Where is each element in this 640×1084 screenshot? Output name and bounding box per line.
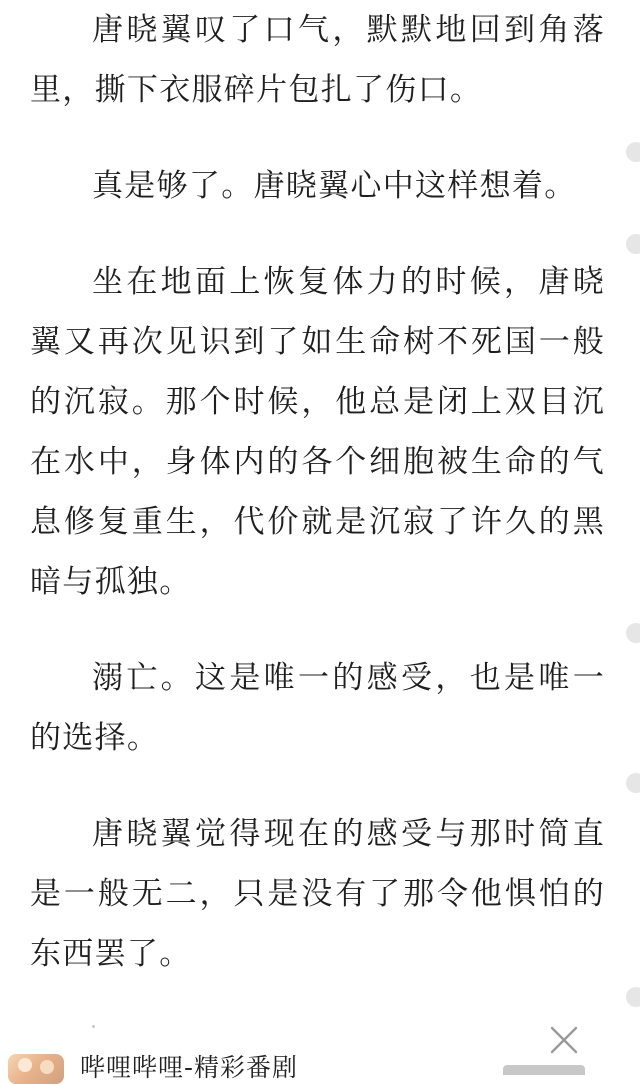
article-paragraph: 唐晓翼觉得现在的感受与那时简直是一般无二，只是没有了那令他惧怕的东西罢了。 bbox=[30, 816, 605, 972]
close-icon[interactable] bbox=[547, 1023, 581, 1057]
edge-dot bbox=[626, 234, 640, 254]
ad-action-button[interactable] bbox=[503, 1065, 585, 1075]
ad-marker bbox=[92, 1025, 95, 1028]
edge-dot bbox=[626, 142, 640, 162]
article-body bbox=[30, 0, 605, 1020]
edge-dot bbox=[626, 987, 640, 1007]
article-paragraph: 溺亡。这是唯一的感受，也是唯一的选择。 bbox=[30, 660, 605, 756]
article-paragraph: 唐晓翼叹了口气，默默地回到角落里，撕下衣服碎片包扎了伤口。 bbox=[30, 12, 605, 108]
edge-dot bbox=[626, 773, 640, 793]
edge-dot bbox=[626, 623, 640, 643]
article-paragraph: 坐在地面上恢复体力的时候，唐晓翼又再次见识到了如生命树不死国一般的沉寂。那个时候，他总是闭上双目沉在水中，身体内的各个细胞被生命的气息修复重生，代价就是沉寂了许久的黑暗与孤独。 bbox=[30, 264, 605, 600]
article-paragraph: 真是够了。唐晓翼心中这样想着。 bbox=[92, 168, 577, 204]
ad-title[interactable]: 哔哩哔哩-精彩番剧 bbox=[80, 1053, 299, 1082]
ad-banner[interactable] bbox=[0, 1020, 640, 1082]
scroll-edge-markers bbox=[626, 0, 640, 1075]
anime-thumbnail-icon[interactable] bbox=[8, 1054, 64, 1084]
